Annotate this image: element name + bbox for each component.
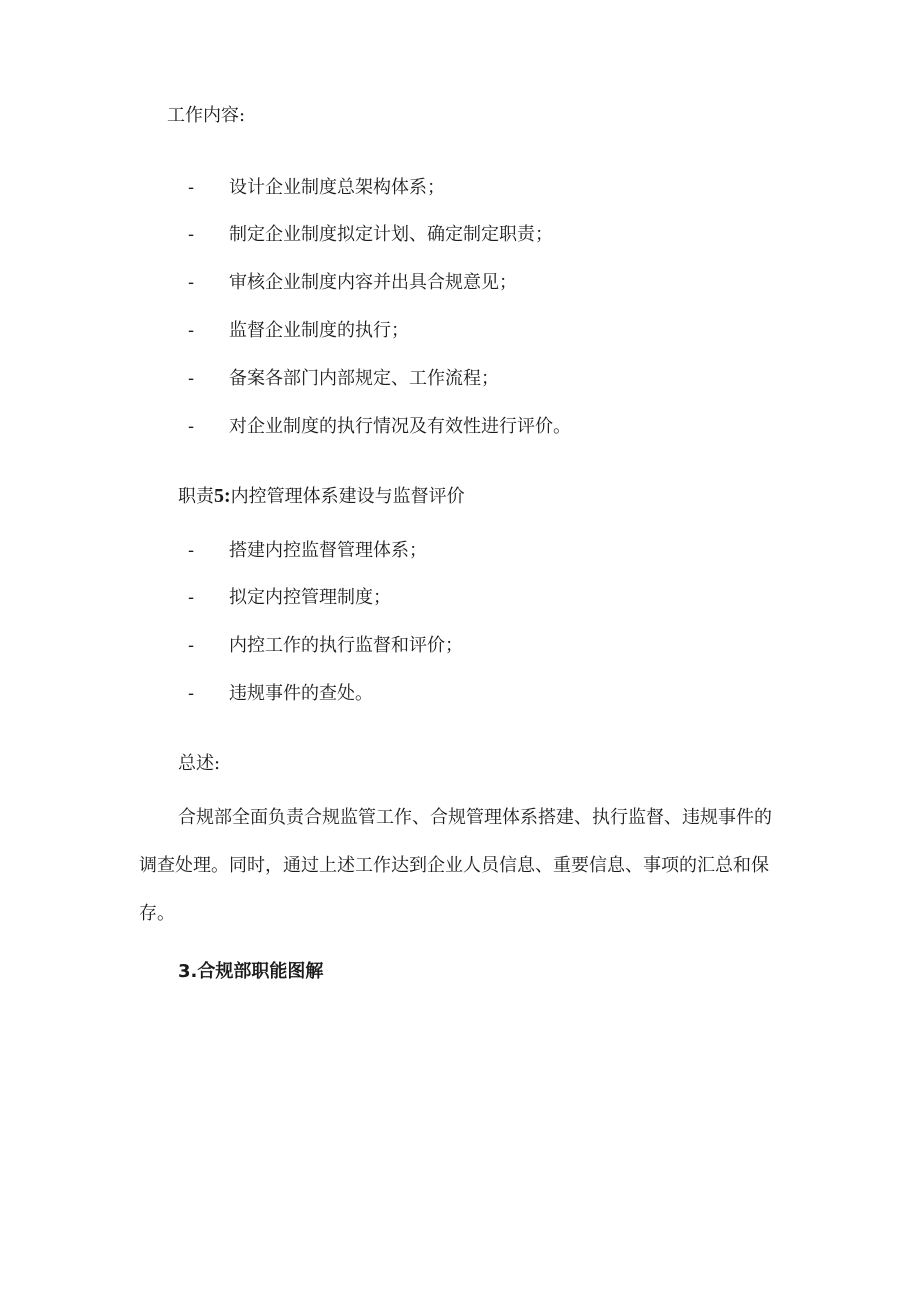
- bullet-dash: -: [188, 368, 195, 389]
- summary-line-2: 调查处理。同时，通过上述工作达到企业人员信息、重要信息、事项的汇总和保: [139, 855, 769, 876]
- bullet-dash: -: [188, 177, 195, 198]
- duty5-item-2: 拟定内控管理制度；: [229, 587, 391, 608]
- duty5-item-1: 搭建内控监督管理体系；: [229, 540, 427, 561]
- work-item-3: 审核企业制度内容并出具合规意见；: [229, 272, 517, 293]
- work-item-4: 监督企业制度的执行；: [229, 320, 409, 341]
- work-item-1: 设计企业制度总架构体系；: [229, 177, 445, 198]
- bullet-dash: -: [188, 224, 195, 245]
- bullet-dash: -: [188, 587, 195, 608]
- work-item-2: 制定企业制度拟定计划、确定制定职责；: [229, 224, 553, 245]
- duty5-item-4: 违规事件的查处。: [229, 683, 373, 704]
- duty5-title: 内控管理体系建设与监督评价: [230, 486, 465, 507]
- duty5-item-3: 内控工作的执行监督和评价；: [229, 635, 463, 656]
- work-content-label: 工作内容:: [167, 105, 246, 126]
- duty5-number: 5:: [214, 485, 231, 507]
- bullet-dash: -: [188, 635, 195, 656]
- summary-line-3: 存。: [139, 903, 175, 924]
- summary-label: 总述:: [178, 753, 221, 774]
- duty5-heading: [178, 484, 465, 509]
- duty5-prefix: 职责: [178, 486, 214, 507]
- section-title: 3.合规部职能图解: [178, 961, 324, 982]
- summary-line-1: 合规部全面负责合规监管工作、合规管理体系搭建、执行监督、违规事件的: [178, 807, 772, 828]
- bullet-dash: -: [188, 683, 195, 704]
- bullet-dash: -: [188, 272, 195, 293]
- bullet-dash: -: [188, 320, 195, 341]
- bullet-dash: -: [188, 540, 195, 561]
- work-item-6: 对企业制度的执行情况及有效性进行评价。: [229, 416, 571, 437]
- bullet-dash: -: [188, 416, 195, 437]
- work-item-5: 备案各部门内部规定、工作流程；: [229, 368, 499, 389]
